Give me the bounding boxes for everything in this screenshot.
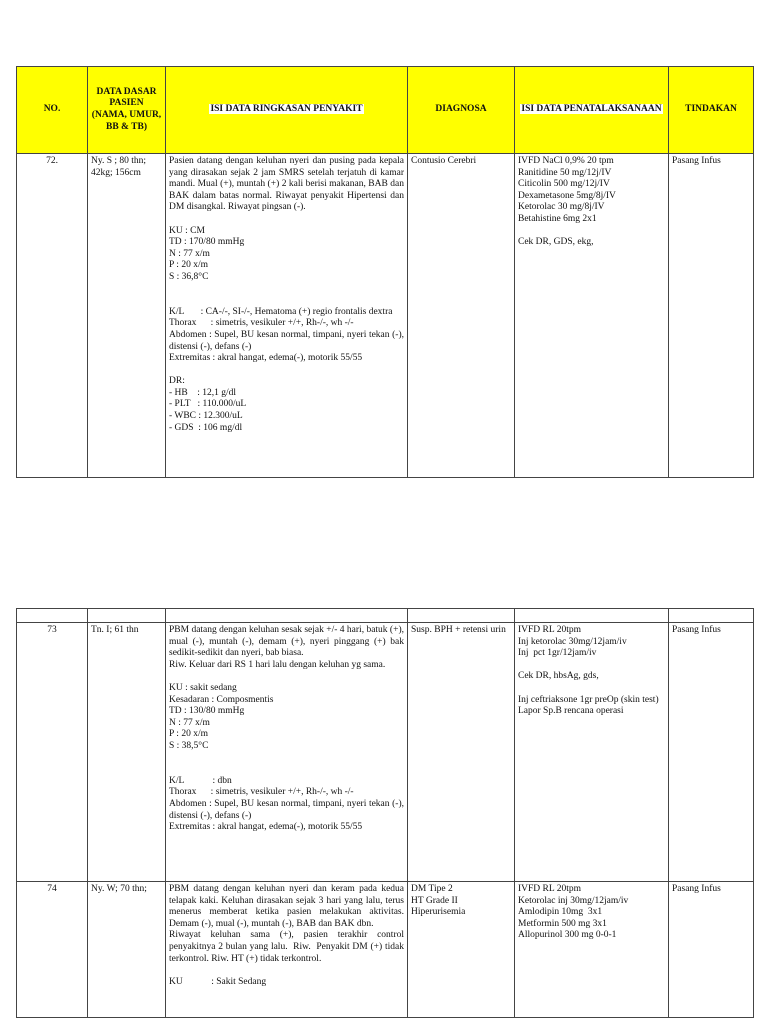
row-pasien: Ny. S ; 80 thn; 42kg; 156cm	[88, 154, 166, 478]
ringkasan-main: PBM datang dengan keluhan nyeri dan keram pada kedua telapak kaki. Keluhan dirasakan sejak 3 hari yang lalu, terus menerus memberat ketika pasien melakukan aktivitas. Demam (-), mual (-), muntah (-), BAB dan BAK dbn. Riwayat keluhan sama (+), pasien terakhir control penyakitnya 2 bulan yang lalu. Riw. Penyakit DM (+) tidak terkontrol. Riw. HT (+) tidak terkontrol.	[169, 884, 404, 964]
row-tindakan: Pasang Infus	[669, 882, 754, 1018]
spacer-cell	[408, 609, 515, 623]
ringkasan-main: Pasien datang dengan keluhan nyeri dan pusing pada kepala yang dirasakan sejak 2 jam SMRS setelah terjatuh di kamar mandi. Mual (+), muntah (+) 2 kali berisi makanan, BAB dan BAK dalam batas normal. Riwayat penyakit Hipertensi dan DM disangkal. Riwayat pingsan (-).	[169, 156, 404, 213]
row-pasien: Ny. W; 70 thn;	[88, 882, 166, 1018]
ringkasan-vitals: KU : sakit sedang Kesadaran : Composmentis TD : 130/80 mmHg N : 77 x/m P : 20 x/m S : 38,5°C	[169, 682, 274, 751]
row-tindakan: Pasang Infus	[669, 154, 754, 478]
header-penatalaksanaan-label: ISI DATA PENATALAKSANAAN	[521, 104, 662, 115]
header-isi-data-label: ISI DATA RINGKASAN PENYAKIT	[210, 104, 363, 115]
row-ringkasan	[166, 623, 408, 882]
header-diagnosa: DIAGNOSA	[408, 67, 515, 154]
header-data-dasar: DATA DASAR PASIEN (NAMA, UMUR, BB & TB)	[88, 67, 166, 154]
table-row	[17, 882, 754, 1018]
spacer-cell	[515, 609, 669, 623]
row-no: 72.	[17, 154, 88, 478]
row-ringkasan	[166, 154, 408, 478]
row-no: 73	[17, 623, 88, 882]
ringkasan-main: PBM datang dengan keluhan sesak sejak +/- 4 hari, batuk (+), mual (-), muntah (-), demam (+), nyeri pinggang (+) bak sedikit-sedikit dan nyeri, bab biasa. Riw. Keluar dari RS 1 hari lalu dengan keluhan yg sama.	[169, 625, 404, 670]
row-no: 74	[17, 882, 88, 1018]
row-diagnosa: Contusio Cerebri	[408, 154, 515, 478]
ringkasan-lab: DR: - HB : 12,1 g/dl - PLT : 110.000/uL - WBC : 12.300/uL - GDS : 106 mg/dl	[169, 376, 247, 433]
row-pasien: Tn. I; 61 thn	[88, 623, 166, 882]
header-tindakan: TINDAKAN	[669, 67, 754, 154]
spacer-cell	[166, 609, 408, 623]
ringkasan-exam: K/L : CA-/-, SI-/-, Hematoma (+) regio frontalis dextra Thorax : simetris, vesikuler +/+, Rh-/-, wh -/- Abdomen : Supel, BU kesan normal, timpani, nyeri tekan (-), distensi (-), defans (-) Extremitas : akral hangat, edema(-), motorik 55/55	[169, 306, 404, 364]
spacer-cell	[17, 609, 88, 623]
header-penatalaksanaan	[515, 67, 669, 154]
ringkasan-exam: K/L : dbn Thorax : simetris, vesikuler +/+, Rh-/-, wh -/- Abdomen : Supel, BU kesan normal, timpani, nyeri tekan (-), distensi (-), defans (-) Extremitas : akral hangat, edema(-), motorik 55/55	[169, 775, 404, 833]
row-ringkasan	[166, 882, 408, 1018]
row-penatalaksanaan: IVFD NaCl 0,9% 20 tpm Ranitidine 50 mg/12j/IV Citicolin 500 mg/12j/IV Dexametasone 5mg/8j/IV Ketorolac 30 mg/8j/IV Betahistine 6mg 2x1 Cek DR, GDS, ekg,	[515, 154, 669, 478]
table-spacer-row	[17, 609, 754, 623]
header-isi-data	[166, 67, 408, 154]
patient-table-page-1	[16, 66, 754, 478]
header-no: NO.	[17, 67, 88, 154]
table-row	[17, 623, 754, 882]
row-tindakan: Pasang Infus	[669, 623, 754, 882]
spacer-cell	[669, 609, 754, 623]
spacer-cell	[88, 609, 166, 623]
patient-table-page-2	[16, 608, 754, 1018]
row-diagnosa: DM Tipe 2 HT Grade II Hiperurisemia	[408, 882, 515, 1018]
row-penatalaksanaan: IVFD RL 20tpm Inj ketorolac 30mg/12jam/iv Inj pct 1gr/12jam/iv Cek DR, hbsAg, gds, Inj ceftriaksone 1gr preOp (skin test) Lapor Sp.B rencana operasi	[515, 623, 669, 882]
ringkasan-vitals: KU : CM TD : 170/80 mmHg N : 77 x/m P : 20 x/m S : 36,8°C	[169, 225, 245, 282]
row-penatalaksanaan: IVFD RL 20tpm Ketorolac inj 30mg/12jam/iv Amlodipin 10mg 3x1 Metformin 500 mg 3x1 Allopurinol 300 mg 0-0-1	[515, 882, 669, 1018]
ringkasan-vitals: KU : Sakit Sedang	[169, 976, 267, 987]
table-row	[17, 154, 754, 478]
table-header-row	[17, 67, 754, 154]
row-diagnosa: Susp. BPH + retensi urin	[408, 623, 515, 882]
